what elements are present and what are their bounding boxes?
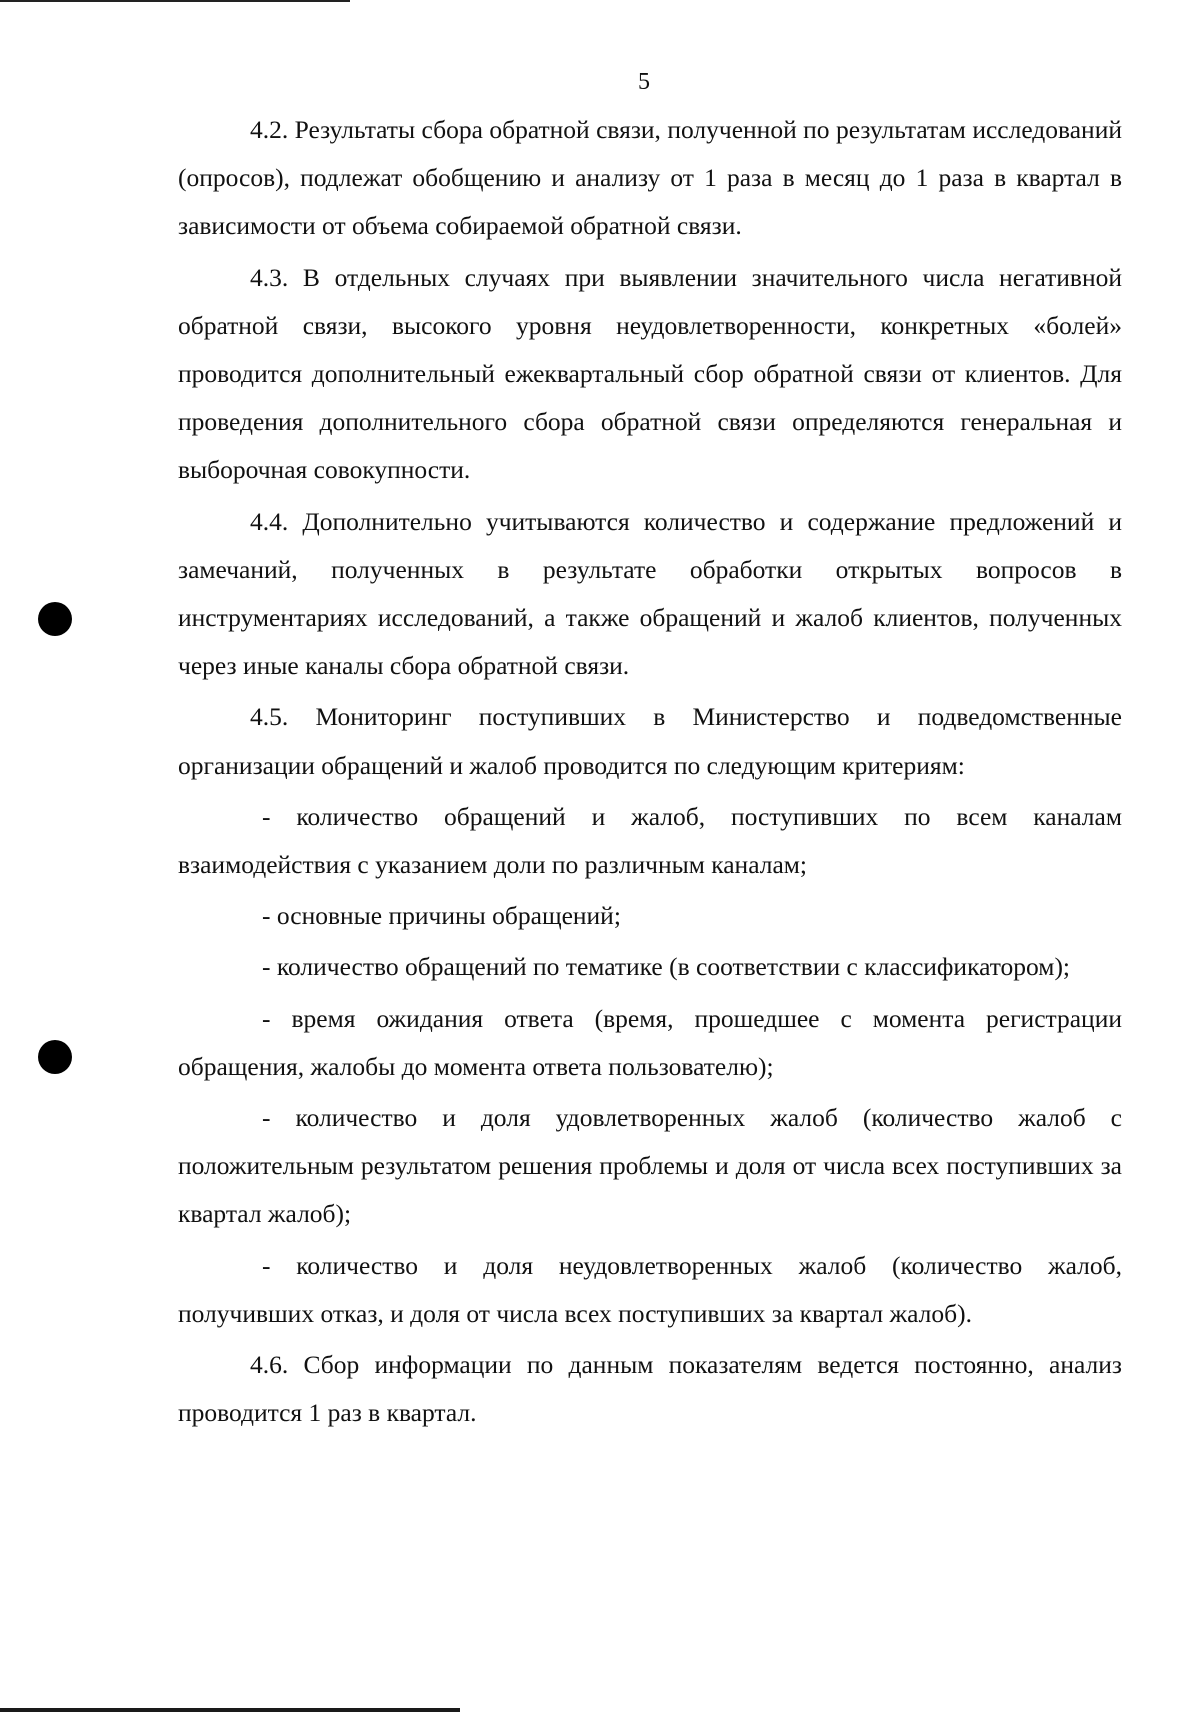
criteria-item: - время ожидания ответа (время, прошедшее с момента регистрации обращения, жалобы до момента ответа пользователю);	[178, 1003, 1122, 1081]
paragraph-4-5: 4.5. Мониторинг поступивших в Министерство и подведомственные организации обращений и жалоб проводится по следующим критериям:	[178, 702, 1122, 780]
paragraph-4-4: 4.4. Дополнительно учитываются количество и содержание предложений и замечаний, полученных в результате обработки открытых вопросов в инструментариях исследований, а также обращений и жалоб клиентов, полученных через иные каналы сбора обратной связи.	[178, 506, 1122, 681]
scan-edge-bottom	[0, 1708, 460, 1712]
paragraph-4-3: 4.3. В отдельных случаях при выявлении значительного числа негативной обратной связи, высокого уровня неудовлетворенности, конкретных «болей» проводится дополнительный ежеквартальный сбор обратной связи от клиентов. Для проведения дополнительного сбора обратной связи определяются генеральная и выборочная совокупности.	[178, 262, 1122, 485]
page-number: 5	[638, 69, 650, 95]
criteria-item: - количество обращений и жалоб, поступивших по всем каналам взаимодействия с указанием доли по различным каналам;	[178, 801, 1122, 880]
criteria-item: - количество и доля неудовлетворенных жалоб (количество жалоб, получивших отказ, и доля от числа всех поступивших за квартал жалоб).	[178, 1250, 1122, 1328]
criteria-item: - количество обращений по тематике (в соответствии с классификатором);	[262, 952, 1071, 982]
paragraph-4-6: 4.6. Сбор информации по данным показателям ведется постоянно, анализ проводится 1 раз в квартал.	[178, 1350, 1122, 1428]
paragraph-4-2: 4.2. Результаты сбора обратной связи, полученной по результатам исследований (опросов), подлежат обобщению и анализу от 1 раза в месяц до 1 раза в квартал в зависимости от объема собираемой обратной связи.	[178, 115, 1122, 241]
criteria-item: - количество и доля удовлетворенных жалоб (количество жалоб с положительным результатом решения проблемы и доля от числа всех поступивших за квартал жалоб);	[178, 1103, 1122, 1229]
document-body	[178, 106, 1122, 1440]
scan-edge-top	[0, 0, 350, 2]
punch-hole-icon	[38, 1040, 72, 1074]
punch-hole-icon	[38, 602, 72, 636]
criteria-item: - основные причины обращений;	[262, 901, 621, 931]
